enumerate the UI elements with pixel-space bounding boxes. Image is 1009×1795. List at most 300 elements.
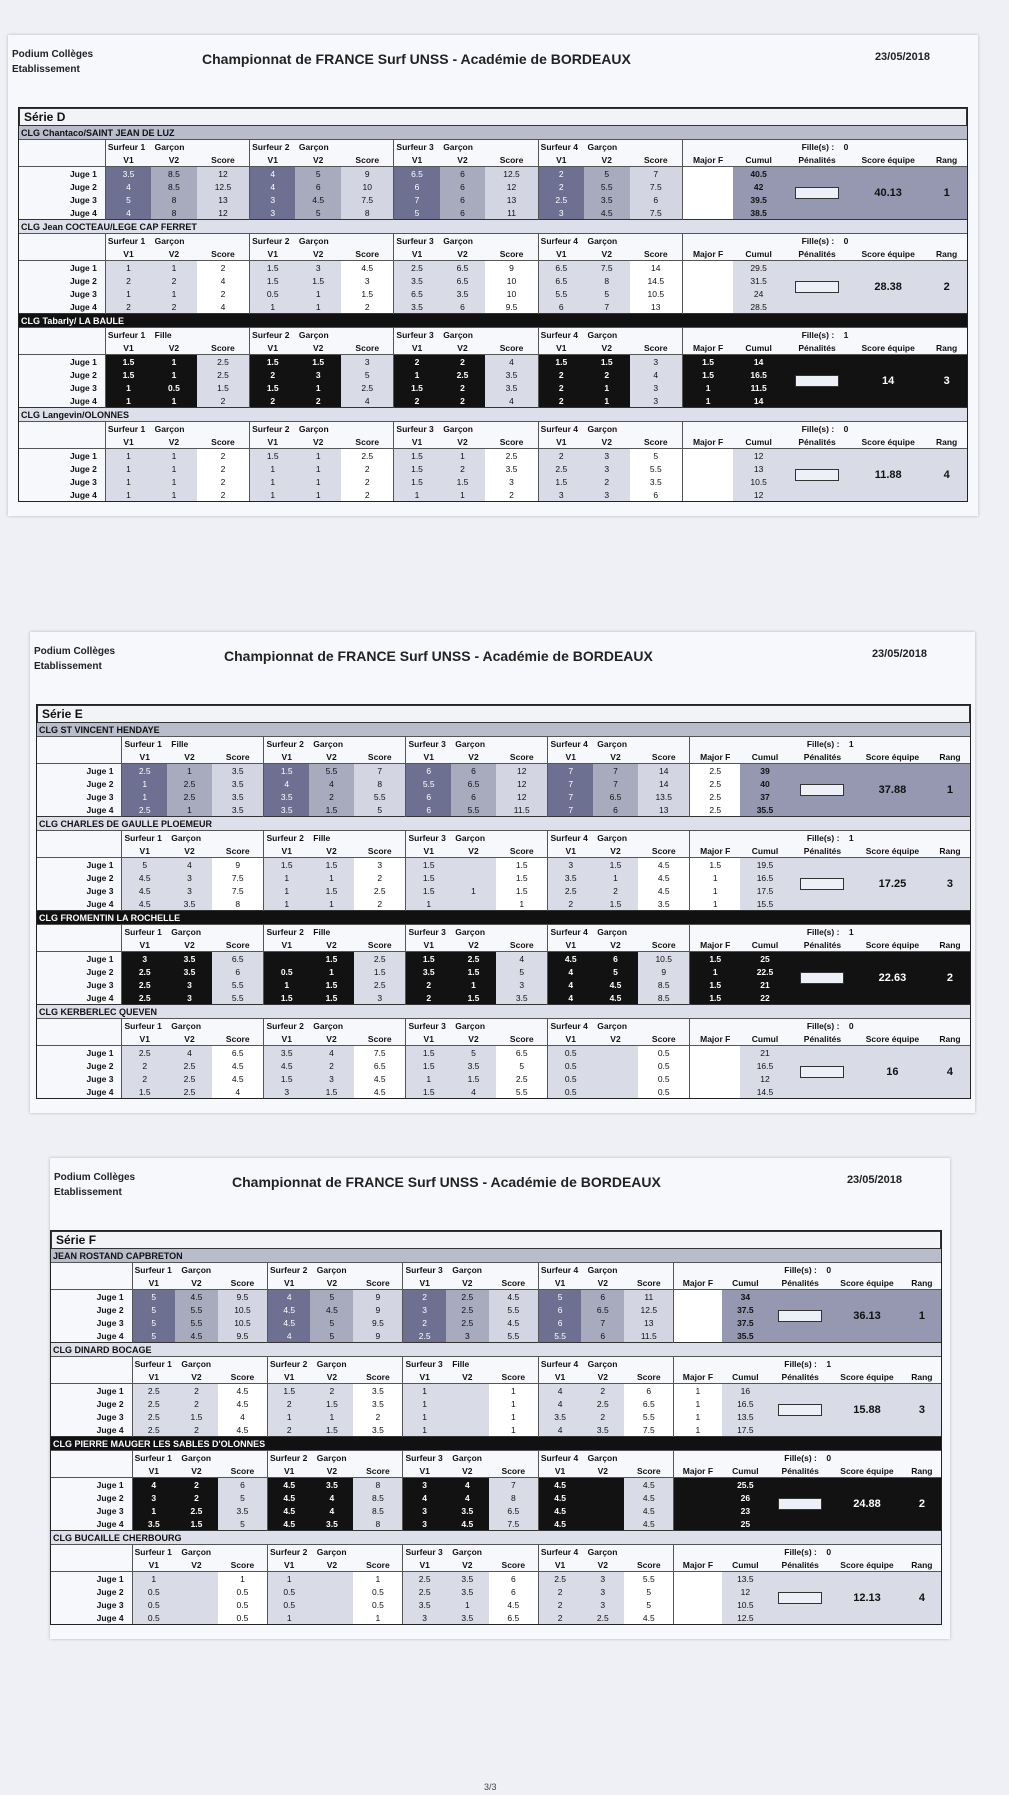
team-name: CLG BUCAILLE CHERBOURG: [51, 1531, 941, 1545]
col-v1: V1: [264, 938, 309, 952]
col-v1: V1: [105, 153, 151, 167]
surfer-score: 10.5: [638, 952, 690, 966]
surfer-score: 5: [354, 803, 406, 817]
surfer-score: 4.5: [218, 1397, 268, 1410]
surfer-score: 3: [354, 991, 406, 1005]
wave-2-score: 2: [151, 300, 197, 314]
wave-1-score: 2: [406, 991, 451, 1005]
penalty-box: [778, 1310, 822, 1322]
wave-1-score: 2.5: [122, 965, 167, 978]
wave-1-score: 1.5: [250, 355, 296, 369]
wave-2-score: 1: [451, 884, 496, 897]
major-f: [674, 1611, 722, 1624]
col-v1: V1: [264, 1032, 309, 1046]
wave-2-score: [593, 1072, 638, 1085]
col-score: Score: [353, 1276, 403, 1290]
team-name-row: [51, 1249, 941, 1263]
spacer: [162, 739, 171, 749]
surfer-label: Surfeur 4: [540, 141, 578, 152]
judge-label: Juge 4: [96, 1330, 124, 1341]
col-score: Score: [624, 1276, 674, 1290]
penalty-box: [778, 1498, 822, 1510]
col-rang: Rang: [926, 247, 967, 261]
col-score: Score: [354, 750, 406, 764]
surfer-header-row: [19, 328, 967, 342]
wave-1-score: 4.5: [268, 1316, 311, 1329]
cumul-value: 37: [740, 790, 790, 803]
surfer-sex: Garçon: [316, 1546, 347, 1557]
spacer: [446, 833, 455, 843]
col-penalites: Pénalités: [790, 938, 855, 952]
wave-1-score: 2.5: [132, 1397, 175, 1410]
wave-2-score: 5: [584, 167, 630, 181]
wave-1-score: 2: [538, 180, 584, 193]
wave-2-score: 6.5: [581, 1303, 624, 1316]
surfer-sex: Garçon: [181, 1546, 212, 1557]
wave-2-score: 1: [295, 449, 341, 463]
col-v1: V1: [406, 750, 451, 764]
cumul-value: 37.5: [722, 1303, 770, 1316]
filles-value: 0: [826, 1452, 832, 1463]
wave-2-score: 1: [151, 261, 197, 275]
col-penalites: Pénalités: [790, 750, 855, 764]
surfer-label: Surfeur 4: [540, 1452, 579, 1463]
col-score: Score: [197, 341, 250, 355]
team-name: CLG PIERRE MAUGER LES SABLES D'OLONNES: [51, 1437, 941, 1451]
wave-2-score: [451, 897, 496, 911]
team-rank: 4: [930, 1046, 970, 1099]
spacer: [289, 236, 298, 246]
surfer-score: 7.5: [354, 1046, 406, 1060]
surfer-score: 6.5: [496, 1046, 548, 1060]
cumul-value: 21: [740, 978, 790, 991]
major-f: [682, 488, 733, 501]
team-rank: 3: [926, 355, 967, 408]
col-penalites: Pénalités: [769, 1370, 831, 1384]
blank-cell: [51, 1276, 132, 1290]
col-score: Score: [218, 1370, 268, 1384]
podium-title: Podium Collèges: [12, 49, 94, 60]
surfer-score: 8: [353, 1478, 403, 1492]
surfer-score: 4: [197, 274, 250, 287]
col-v2: V2: [451, 844, 496, 858]
etablissement-label: Etablissement: [54, 1187, 122, 1198]
judge-row: [51, 1384, 941, 1398]
wave-1-score: 3: [250, 193, 296, 206]
filles-label: Fille(s) :: [806, 926, 840, 937]
surfer-score: 2: [197, 449, 250, 463]
col-score-equipe: Score équipe: [855, 750, 930, 764]
col-penalites: Pénalités: [769, 1464, 831, 1478]
surfer-score: 7.5: [489, 1517, 539, 1531]
col-major: Major F: [682, 435, 733, 449]
surfer-header: [122, 925, 264, 939]
surfer-sex: Fille: [452, 1358, 470, 1369]
wave-1-score: 2: [538, 368, 584, 381]
wave-2-score: 1.5: [309, 884, 354, 897]
surfer-score: 2.5: [354, 952, 406, 966]
surfer-sex: Garçon: [154, 141, 185, 152]
surfer-score: 7.5: [341, 193, 394, 206]
championship-title: Championnat de FRANCE Surf UNSS - Académie de BORDEAUX: [202, 51, 631, 67]
wave-2-score: 1.5: [309, 858, 354, 872]
surfer-score: 2.5: [197, 368, 250, 381]
surfer-label: Surfeur 1: [134, 1358, 172, 1369]
surfer-score: 4.5: [218, 1384, 268, 1398]
surfer-score: 11.5: [496, 803, 548, 817]
cumul-value: 11.5: [733, 381, 784, 394]
col-cumul: Cumul: [740, 1032, 790, 1046]
surfer-score: 0.5: [353, 1585, 403, 1598]
surfer-score: 10: [485, 274, 538, 287]
col-v2: V2: [309, 1032, 354, 1046]
wave-2-score: 6.5: [440, 274, 486, 287]
wave-2-score: 1: [295, 488, 341, 501]
blank-cell: [37, 1019, 122, 1033]
wave-2-score: 2: [309, 1059, 354, 1072]
col-v1: V1: [403, 1276, 446, 1290]
judge-row: [37, 764, 970, 778]
wave-1-score: 1.5: [406, 884, 451, 897]
results-table: [19, 125, 967, 501]
surfer-header: [538, 1451, 673, 1465]
wave-2-score: 4.5: [310, 1303, 353, 1316]
surfer-header: [132, 1263, 267, 1277]
wave-1-score: 3: [403, 1611, 446, 1624]
surfer-score: 5.5: [624, 1410, 674, 1423]
wave-1-score: 1.5: [105, 368, 151, 381]
wave-2-score: [446, 1384, 489, 1398]
col-rang: Rang: [930, 750, 970, 764]
surfer-label: Surfeur 1: [134, 1546, 172, 1557]
wave-1-score: 5: [538, 1290, 581, 1304]
surfer-score: 3.5: [485, 368, 538, 381]
surfer-header-row: [37, 831, 970, 845]
surfer-score: 12.5: [485, 167, 538, 181]
judge-label: Juge 4: [86, 804, 114, 815]
wave-2-score: 1: [309, 965, 354, 978]
col-score-equipe: Score équipe: [850, 153, 926, 167]
col-score-equipe: Score équipe: [850, 435, 926, 449]
wave-1-score: 0.5: [264, 965, 309, 978]
wave-2-score: [581, 1517, 624, 1531]
col-v2: V2: [451, 1032, 496, 1046]
col-major: Major F: [690, 938, 740, 952]
major-f: 1: [674, 1410, 722, 1423]
wave-1-score: 2.5: [132, 1384, 175, 1398]
surfer-header: [105, 422, 249, 436]
col-penalites: Pénalités: [784, 247, 850, 261]
surfer-header: [268, 1451, 403, 1465]
team-name: CLG Jean COCTEAU/LEGE CAP FERRET: [19, 220, 967, 234]
judge-label: Juge 4: [86, 992, 114, 1003]
surfer-score: 2: [341, 462, 394, 475]
major-f: 1.5: [690, 991, 740, 1005]
wave-1-score: 2.5: [122, 1046, 167, 1060]
judge-row: [37, 858, 970, 872]
surfer-score: 1.5: [354, 965, 406, 978]
col-v2: V2: [440, 153, 486, 167]
wave-2-score: 1.5: [451, 1072, 496, 1085]
col-v1: V1: [105, 341, 151, 355]
wave-2-score: 3: [167, 991, 212, 1005]
surfer-label: Surfeur 1: [124, 926, 162, 937]
wave-2-score: [310, 1572, 353, 1586]
surfer-score: 6.5: [489, 1611, 539, 1624]
surfer-score: 3.5: [353, 1423, 403, 1437]
wave-1-score: 1: [105, 488, 151, 501]
surfer-header: [394, 328, 538, 342]
spacer: [817, 1547, 826, 1557]
cumul-value: 13.5: [722, 1572, 770, 1586]
surfer-score: 11: [485, 206, 538, 220]
wave-1-score: 0.5: [548, 1046, 593, 1060]
surfer-score: 13: [485, 193, 538, 206]
wave-1-score: 3: [403, 1517, 446, 1531]
surfer-label: Surfeur 2: [270, 1452, 308, 1463]
wave-1-score: 1: [105, 381, 151, 394]
wave-2-score: [446, 1423, 489, 1437]
championship-title: Championnat de FRANCE Surf UNSS - Académie de BORDEAUX: [232, 1174, 661, 1190]
surfer-sex: Garçon: [587, 1546, 618, 1557]
cumul-value: 16.5: [722, 1397, 770, 1410]
wave-2-score: 2: [593, 884, 638, 897]
wave-1-score: 1.5: [406, 1085, 451, 1098]
col-score-equipe: Score équipe: [855, 1032, 930, 1046]
col-score-equipe: Score équipe: [831, 1276, 903, 1290]
surfer-header: [538, 1545, 673, 1559]
col-score: Score: [489, 1370, 539, 1384]
cumul-value: 26: [722, 1491, 770, 1504]
wave-2-score: [310, 1585, 353, 1598]
wave-1-score: 1.5: [268, 1384, 311, 1398]
judge-label: Juge 3: [96, 1599, 124, 1610]
surfer-score: 0.5: [218, 1585, 268, 1598]
wave-2-score: 1.5: [310, 1423, 353, 1437]
surfer-sex: Garçon: [452, 1264, 482, 1275]
wave-1-score: 0.5: [548, 1072, 593, 1085]
wave-2-score: 3.5: [446, 1585, 489, 1598]
team-rank: 2: [930, 952, 970, 1005]
surfer-label: Surfeur 4: [540, 1358, 579, 1369]
surfer-score: 8.5: [353, 1491, 403, 1504]
penalty-box: [795, 375, 839, 387]
col-major: Major F: [690, 1032, 740, 1046]
surfer-score: 0.5: [638, 1072, 690, 1085]
major-f: [674, 1572, 722, 1586]
wave-2-score: 5.5: [584, 180, 630, 193]
wave-2-score: 8: [151, 206, 197, 220]
wave-2-score: 4: [446, 1478, 489, 1492]
surfer-header: [406, 1019, 548, 1033]
surfer-score: 5: [341, 368, 394, 381]
col-v1: V1: [132, 1464, 175, 1478]
surfer-score: 7.5: [630, 180, 683, 193]
wave-2-score: 2.5: [175, 1504, 218, 1517]
team-rank: 1: [930, 764, 970, 817]
wave-1-score: 1.5: [250, 261, 296, 275]
wave-1-score: 0.5: [548, 1059, 593, 1072]
major-f: [682, 167, 733, 181]
wave-2-score: [175, 1585, 218, 1598]
judge-label: Juge 1: [69, 356, 97, 367]
surfer-score: 2.5: [354, 884, 406, 897]
wave-2-score: 8: [151, 193, 197, 206]
col-v2: V2: [581, 1464, 624, 1478]
surfer-score: 4: [218, 1410, 268, 1423]
judge-label: Juge 1: [86, 1047, 114, 1058]
cumul-value: 22.5: [740, 965, 790, 978]
spacer: [446, 1021, 455, 1031]
wave-1-score: 1: [105, 287, 151, 300]
surfer-score: 5: [218, 1517, 268, 1531]
surfer-score: 6.5: [212, 952, 264, 966]
surfer-score: 1: [496, 897, 548, 911]
surfer-label: Surfeur 4: [540, 1264, 579, 1275]
wave-1-score: 1.5: [394, 462, 440, 475]
surfer-header: [264, 1019, 406, 1033]
wave-1-score: 6: [538, 300, 584, 314]
major-f: [682, 287, 733, 300]
wave-2-score: 1: [451, 978, 496, 991]
team-name: CLG CHARLES DE GAULLE PLOEMEUR: [37, 817, 970, 831]
major-f: [674, 1303, 722, 1316]
wave-1-score: 5: [122, 858, 167, 872]
wave-2-score: 4: [167, 1046, 212, 1060]
col-score: Score: [212, 1032, 264, 1046]
surfer-score: 5.5: [489, 1303, 539, 1316]
surfer-label: Surfeur 1: [124, 1020, 162, 1031]
penalites-cell: [784, 449, 850, 502]
col-score-equipe: Score équipe: [831, 1558, 903, 1572]
wave-2-score: 3: [584, 488, 630, 501]
judge-label: Juge 4: [86, 898, 114, 909]
surfer-score: 3.5: [212, 803, 264, 817]
surfer-score: 3: [485, 475, 538, 488]
col-cumul: Cumul: [733, 341, 784, 355]
surfer-score: 4.5: [489, 1316, 539, 1329]
results-table: [51, 1248, 941, 1624]
wave-1-score: 3: [403, 1478, 446, 1492]
wave-2-score: 7: [584, 300, 630, 314]
surfer-label: Surfeur 4: [540, 423, 578, 434]
surfer-score: 3.5: [212, 777, 264, 790]
filles-label: Fille(s) :: [784, 1546, 817, 1557]
col-score: Score: [489, 1464, 539, 1478]
wave-1-score: 5: [132, 1329, 175, 1343]
col-v2: V2: [151, 341, 197, 355]
judge-label: Juge 1: [69, 168, 97, 179]
col-v1: V1: [548, 938, 593, 952]
team-score: 36.13: [831, 1290, 903, 1343]
wave-2-score: 1: [167, 764, 212, 778]
col-cumul: Cumul: [733, 247, 784, 261]
wave-2-score: 1.5: [175, 1517, 218, 1531]
wave-1-score: 3: [132, 1491, 175, 1504]
wave-2-score: 2.5: [451, 952, 496, 966]
surfer-score: 6: [218, 1478, 268, 1492]
etablissement-label: Etablissement: [12, 64, 80, 75]
judge-label: Juge 1: [69, 450, 97, 461]
surfer-score: 6.5: [624, 1397, 674, 1410]
filles-value: 0: [843, 423, 849, 434]
wave-1-score: 1: [105, 449, 151, 463]
wave-2-score: 1.5: [310, 1397, 353, 1410]
major-f: [682, 261, 733, 275]
surfer-header: [394, 140, 538, 154]
col-cumul: Cumul: [722, 1558, 770, 1572]
col-score: Score: [218, 1558, 268, 1572]
surfer-label: Surfeur 3: [408, 1020, 446, 1031]
major-f: [674, 1491, 722, 1504]
penalites-cell: [790, 952, 855, 1005]
surfer-score: 5: [496, 1059, 548, 1072]
surfer-score: 4.5: [624, 1517, 674, 1531]
wave-2-score: 1.5: [309, 991, 354, 1005]
col-v1: V1: [538, 1276, 581, 1290]
etablissement-label: Etablissement: [34, 661, 102, 672]
major-f: 1.5: [682, 355, 733, 369]
surfer-score: 2: [197, 394, 250, 408]
surfer-score: 4.5: [624, 1611, 674, 1624]
wave-2-score: 3.5: [167, 897, 212, 911]
wave-2-score: 4: [167, 858, 212, 872]
wave-1-score: 2: [538, 1598, 581, 1611]
cumul-value: 24: [733, 287, 784, 300]
col-v1: V1: [538, 153, 584, 167]
wave-1-score: 2.5: [122, 978, 167, 991]
wave-1-score: 1: [264, 978, 309, 991]
wave-2-score: [581, 1478, 624, 1492]
judge-label: Juge 3: [96, 1505, 124, 1516]
wave-2-score: 4.5: [593, 991, 638, 1005]
wave-1-score: 7: [548, 790, 593, 803]
surfer-score: 4.5: [638, 871, 690, 884]
judge-label: Juge 3: [69, 288, 97, 299]
col-v1: V1: [403, 1370, 446, 1384]
col-rang: Rang: [926, 153, 967, 167]
spacer: [145, 330, 154, 340]
surfer-score: 12.5: [197, 180, 250, 193]
major-f: [690, 1059, 740, 1072]
surfer-score: 6: [630, 488, 683, 501]
col-rang: Rang: [930, 1032, 970, 1046]
surfer-score: 3: [341, 274, 394, 287]
wave-2-score: 1: [151, 287, 197, 300]
col-score: Score: [341, 153, 394, 167]
wave-2-score: [175, 1572, 218, 1586]
wave-1-score: 1: [394, 488, 440, 501]
surfer-header: [264, 831, 406, 845]
team-score: 24.88: [831, 1478, 903, 1531]
col-cumul: Cumul: [722, 1370, 770, 1384]
wave-1-score: 1: [105, 261, 151, 275]
spacer: [434, 330, 443, 340]
wave-1-score: 4.5: [538, 1517, 581, 1531]
cumul-value: 17.5: [722, 1423, 770, 1437]
team-score: 37.88: [855, 764, 930, 817]
team-name: CLG Tabarly/ LA BAULE: [19, 314, 967, 328]
surfer-sex: Garçon: [452, 1452, 482, 1463]
surfer-header: [122, 831, 264, 845]
judge-label: Juge 4: [96, 1518, 124, 1529]
col-v1: V1: [538, 1370, 581, 1384]
major-f: [682, 300, 733, 314]
surfer-label: Surfeur 2: [266, 832, 304, 843]
major-f: 1: [682, 394, 733, 408]
surfer-score: 7: [630, 167, 683, 181]
wave-1-score: 4: [105, 180, 151, 193]
